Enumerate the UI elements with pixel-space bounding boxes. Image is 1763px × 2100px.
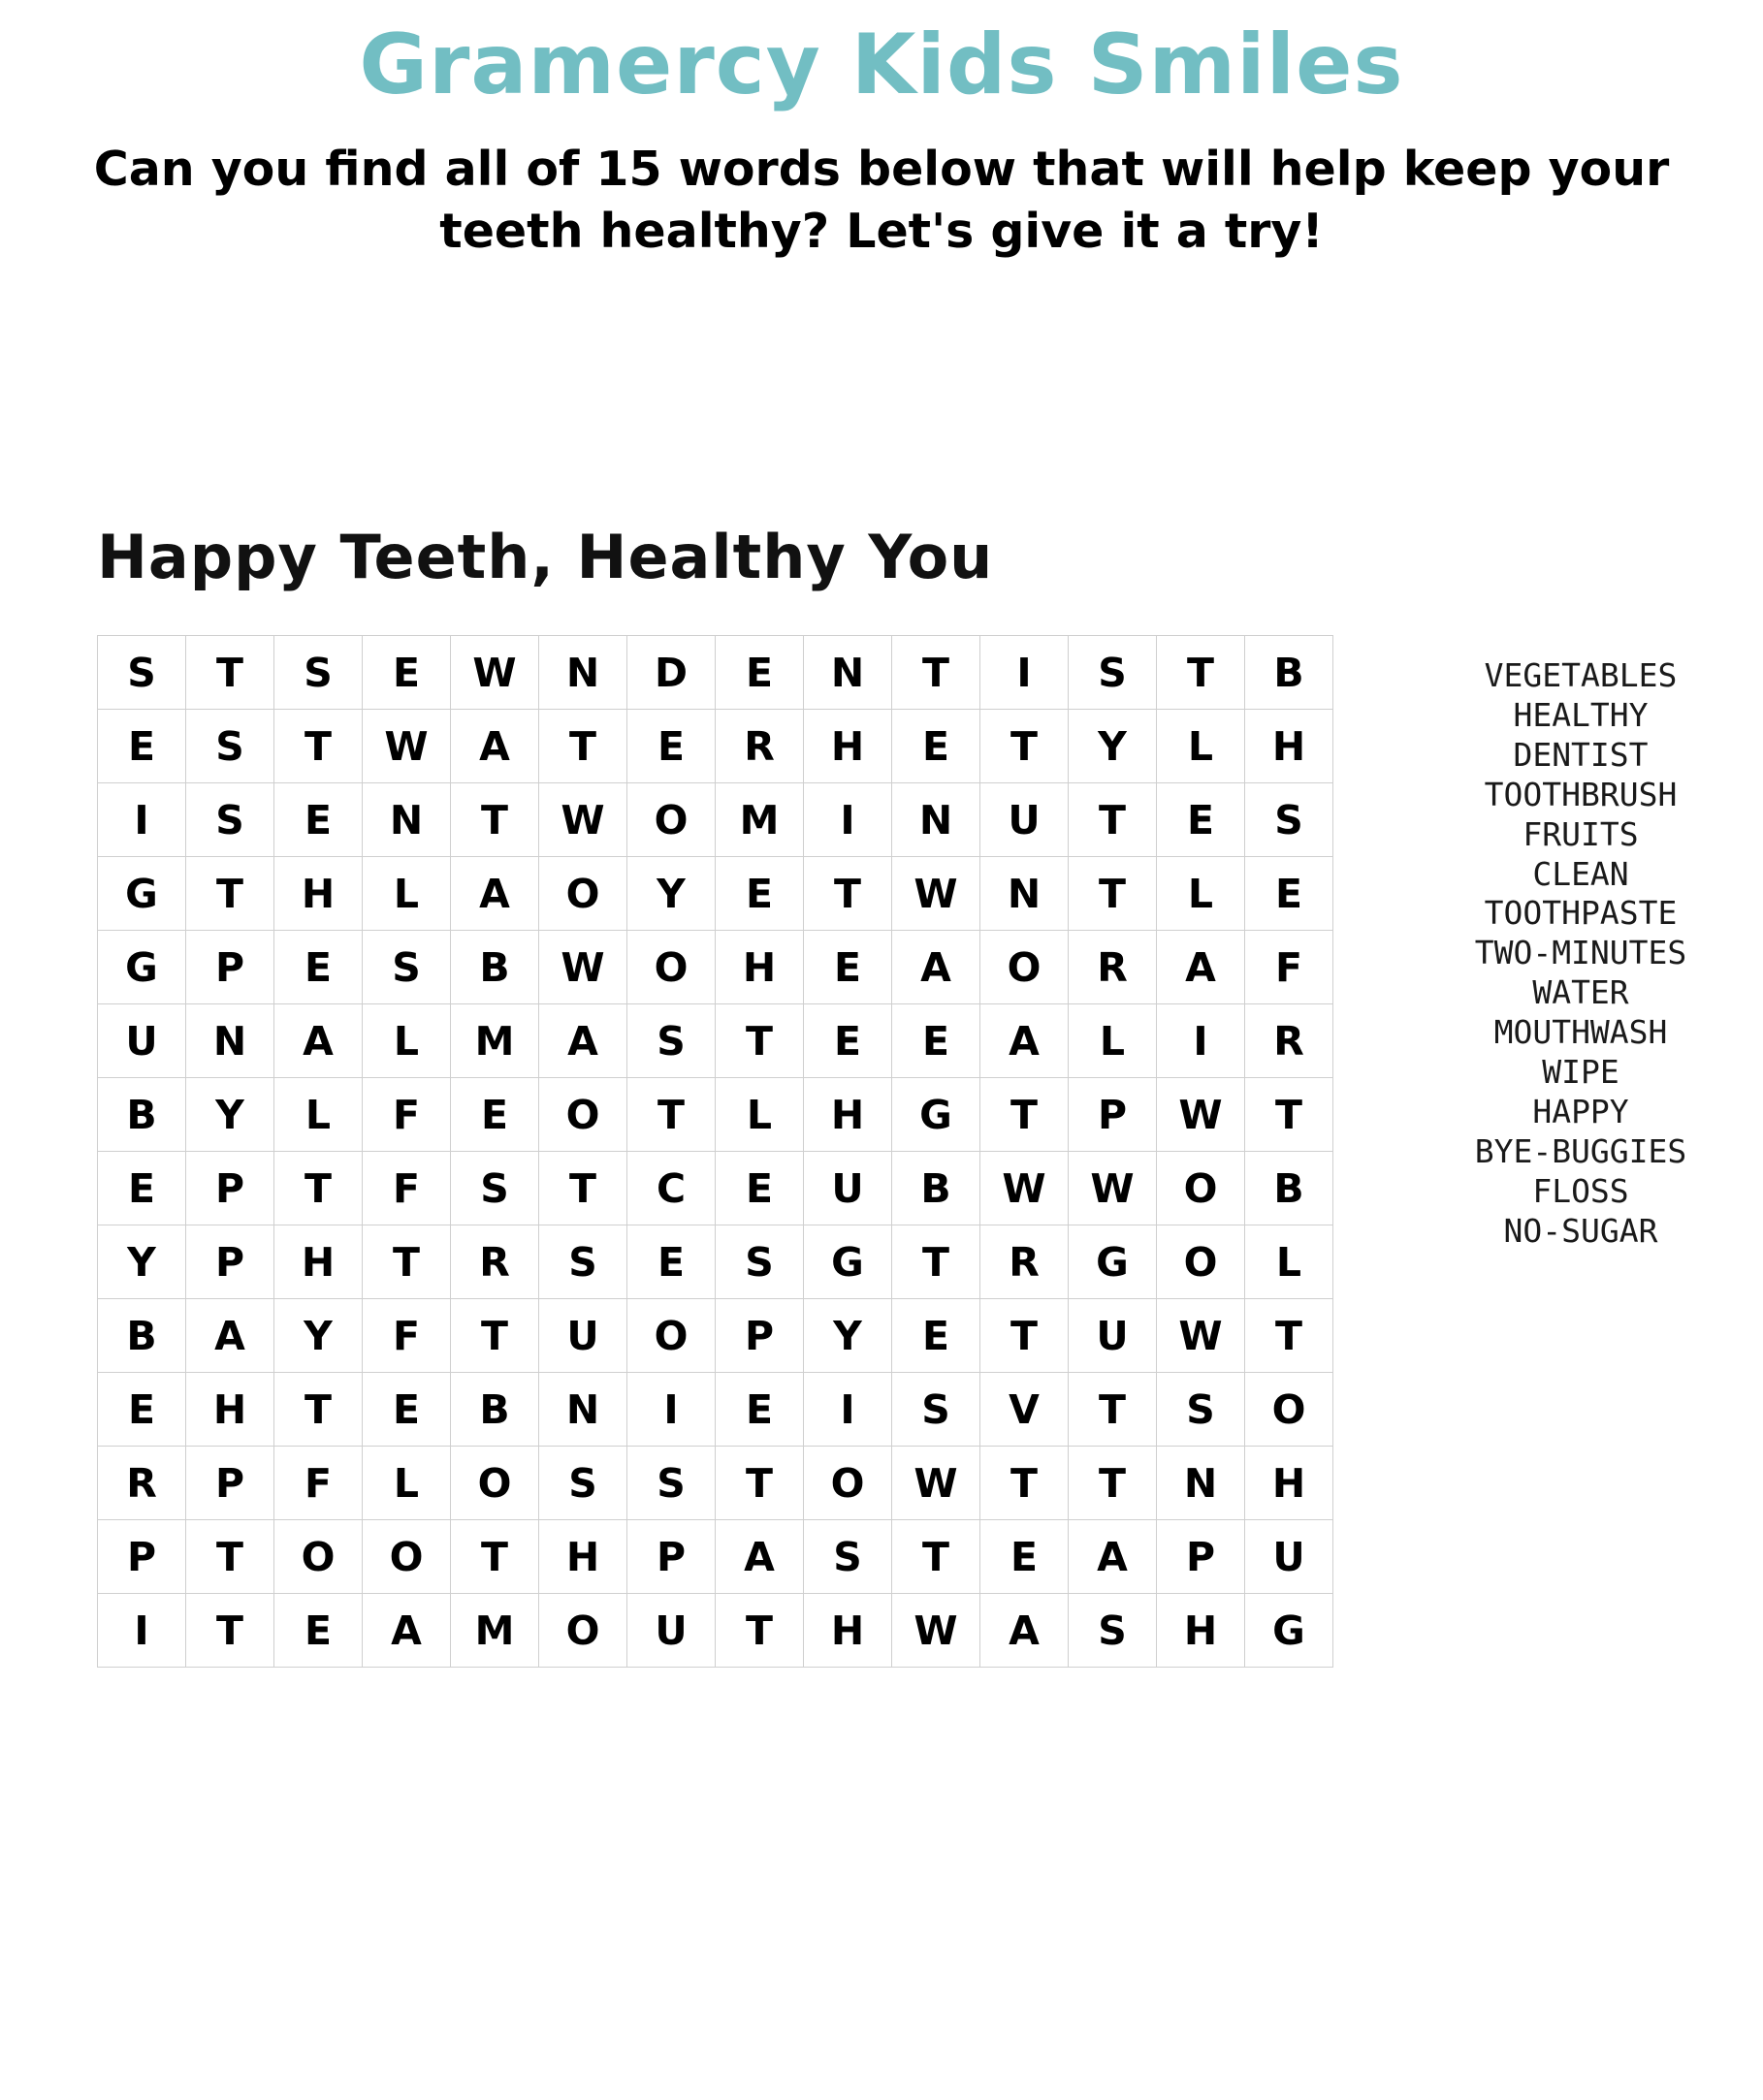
- grid-cell[interactable]: Y: [274, 1299, 363, 1373]
- grid-cell[interactable]: R: [1245, 1004, 1333, 1078]
- grid-cell[interactable]: I: [98, 783, 186, 857]
- grid-cell[interactable]: E: [274, 931, 363, 1004]
- grid-cell[interactable]: T: [451, 783, 539, 857]
- grid-cell[interactable]: E: [716, 857, 804, 931]
- grid-cell[interactable]: I: [1157, 1004, 1245, 1078]
- grid-cell[interactable]: E: [892, 1004, 980, 1078]
- puzzle-title: Happy Teeth, Healthy You: [97, 522, 994, 592]
- brand-title: Gramercy Kids Smiles: [359, 16, 1404, 113]
- grid-cell[interactable]: T: [451, 1299, 539, 1373]
- grid-cell[interactable]: Y: [627, 857, 716, 931]
- puzzle-body: [0, 635, 1763, 1668]
- grid-cell[interactable]: E: [98, 1152, 186, 1225]
- grid-cell[interactable]: E: [716, 1152, 804, 1225]
- word-search-grid[interactable]: [97, 635, 1333, 1668]
- grid-cell[interactable]: E: [1245, 857, 1333, 931]
- grid-cell[interactable]: W: [892, 1594, 980, 1668]
- grid-cell[interactable]: H: [1245, 710, 1333, 783]
- grid-cell[interactable]: E: [98, 710, 186, 783]
- grid-cell[interactable]: A: [716, 1520, 804, 1594]
- grid-cell[interactable]: T: [1069, 857, 1157, 931]
- grid-cell[interactable]: W: [539, 931, 627, 1004]
- grid-cell[interactable]: O: [363, 1520, 451, 1594]
- grid-cell[interactable]: R: [1069, 931, 1157, 1004]
- grid-cell[interactable]: T: [804, 857, 892, 931]
- grid-cell[interactable]: N: [363, 783, 451, 857]
- grid-cell[interactable]: O: [539, 1594, 627, 1668]
- grid-row: [98, 710, 1333, 783]
- grid-cell[interactable]: T: [716, 1447, 804, 1520]
- grid-cell[interactable]: T: [1069, 1447, 1157, 1520]
- grid-cell[interactable]: H: [1245, 1447, 1333, 1520]
- grid-cell[interactable]: D: [627, 636, 716, 710]
- grid-cell[interactable]: H: [186, 1373, 274, 1447]
- grid-cell[interactable]: U: [804, 1152, 892, 1225]
- grid-cell[interactable]: R: [451, 1225, 539, 1299]
- grid-cell[interactable]: N: [980, 857, 1069, 931]
- grid-cell[interactable]: L: [274, 1078, 363, 1152]
- grid-cell[interactable]: T: [1157, 636, 1245, 710]
- grid-cell[interactable]: U: [98, 1004, 186, 1078]
- grid-cell[interactable]: N: [892, 783, 980, 857]
- grid-cell[interactable]: A: [451, 710, 539, 783]
- grid-row: [98, 1078, 1333, 1152]
- grid-cell[interactable]: L: [1157, 710, 1245, 783]
- grid-cell[interactable]: F: [363, 1299, 451, 1373]
- grid-cell[interactable]: L: [363, 857, 451, 931]
- grid-cell[interactable]: N: [1157, 1447, 1245, 1520]
- grid-cell[interactable]: H: [1157, 1594, 1245, 1668]
- grid-cell[interactable]: O: [539, 857, 627, 931]
- grid-cell[interactable]: T: [892, 1520, 980, 1594]
- grid-cell[interactable]: B: [892, 1152, 980, 1225]
- grid-cell[interactable]: N: [186, 1004, 274, 1078]
- grid-cell[interactable]: A: [363, 1594, 451, 1668]
- grid-row: [98, 1447, 1333, 1520]
- grid-cell[interactable]: A: [451, 857, 539, 931]
- grid-cell[interactable]: U: [1245, 1520, 1333, 1594]
- grid-cell[interactable]: O: [539, 1078, 627, 1152]
- grid-cell[interactable]: O: [980, 931, 1069, 1004]
- grid-cell[interactable]: T: [539, 710, 627, 783]
- grid-cell[interactable]: O: [1245, 1373, 1333, 1447]
- grid-cell[interactable]: E: [451, 1078, 539, 1152]
- grid-cell[interactable]: B: [1245, 1152, 1333, 1225]
- grid-cell[interactable]: T: [274, 1152, 363, 1225]
- grid-cell[interactable]: T: [980, 1299, 1069, 1373]
- grid-cell[interactable]: O: [627, 1299, 716, 1373]
- grid-cell[interactable]: P: [186, 931, 274, 1004]
- grid-cell[interactable]: P: [716, 1299, 804, 1373]
- grid-cell[interactable]: E: [980, 1520, 1069, 1594]
- grid-cell[interactable]: Y: [186, 1078, 274, 1152]
- word-list-item: MOUTHWASH: [1493, 1013, 1668, 1052]
- grid-cell[interactable]: T: [980, 1447, 1069, 1520]
- grid-cell[interactable]: W: [1157, 1078, 1245, 1152]
- grid-cell[interactable]: U: [539, 1299, 627, 1373]
- grid-row: [98, 1152, 1333, 1225]
- grid-cell[interactable]: A: [539, 1004, 627, 1078]
- grid-cell[interactable]: S: [186, 710, 274, 783]
- grid-cell[interactable]: H: [539, 1520, 627, 1594]
- grid-cell[interactable]: U: [980, 783, 1069, 857]
- grid-cell[interactable]: O: [627, 931, 716, 1004]
- grid-cell[interactable]: A: [1069, 1520, 1157, 1594]
- grid-cell[interactable]: I: [804, 783, 892, 857]
- grid-cell[interactable]: H: [804, 1594, 892, 1668]
- grid-cell[interactable]: S: [363, 931, 451, 1004]
- grid-cell[interactable]: A: [980, 1004, 1069, 1078]
- grid-cell[interactable]: T: [451, 1520, 539, 1594]
- grid-cell[interactable]: E: [804, 1004, 892, 1078]
- grid-cell[interactable]: S: [186, 783, 274, 857]
- grid-cell[interactable]: R: [980, 1225, 1069, 1299]
- grid-row: [98, 1520, 1333, 1594]
- grid-cell[interactable]: T: [274, 710, 363, 783]
- grid-cell[interactable]: P: [98, 1520, 186, 1594]
- grid-cell[interactable]: T: [186, 636, 274, 710]
- grid-cell[interactable]: E: [627, 1225, 716, 1299]
- grid-cell[interactable]: E: [804, 931, 892, 1004]
- grid-cell[interactable]: C: [627, 1152, 716, 1225]
- grid-cell[interactable]: P: [1157, 1520, 1245, 1594]
- grid-cell[interactable]: W: [539, 783, 627, 857]
- grid-cell[interactable]: E: [274, 1594, 363, 1668]
- grid-cell[interactable]: T: [274, 1373, 363, 1447]
- grid-cell[interactable]: P: [186, 1225, 274, 1299]
- word-list-item: DENTIST: [1513, 735, 1649, 774]
- grid-cell[interactable]: N: [539, 636, 627, 710]
- word-list-item: TOOTHPASTE: [1484, 894, 1678, 933]
- instructions-text: Can you find all of 15 words below that will help keep your teeth healthy? Let's give it a try!: [93, 141, 1670, 259]
- grid-cell[interactable]: I: [627, 1373, 716, 1447]
- grid-cell[interactable]: E: [274, 783, 363, 857]
- grid-cell[interactable]: W: [451, 636, 539, 710]
- grid-cell[interactable]: H: [804, 710, 892, 783]
- grid-cell[interactable]: I: [980, 636, 1069, 710]
- grid-cell[interactable]: E: [716, 1373, 804, 1447]
- word-list-item: TOOTHBRUSH: [1484, 775, 1678, 813]
- grid-cell[interactable]: S: [1069, 636, 1157, 710]
- grid-cell[interactable]: A: [1157, 931, 1245, 1004]
- grid-cell[interactable]: G: [98, 931, 186, 1004]
- word-list-item: VEGETABLES: [1484, 656, 1678, 694]
- grid-cell[interactable]: T: [892, 1225, 980, 1299]
- grid-cell[interactable]: S: [539, 1225, 627, 1299]
- word-list-item: BYE-BUGGIES: [1474, 1131, 1687, 1170]
- grid-cell[interactable]: M: [451, 1004, 539, 1078]
- grid-cell[interactable]: S: [716, 1225, 804, 1299]
- grid-cell[interactable]: V: [980, 1373, 1069, 1447]
- grid-cell[interactable]: H: [804, 1078, 892, 1152]
- grid-cell[interactable]: O: [627, 783, 716, 857]
- grid-row: [98, 857, 1333, 931]
- grid-cell[interactable]: S: [892, 1373, 980, 1447]
- grid-row: [98, 1299, 1333, 1373]
- grid-cell[interactable]: G: [804, 1225, 892, 1299]
- grid-cell[interactable]: S: [804, 1520, 892, 1594]
- grid-cell[interactable]: I: [804, 1373, 892, 1447]
- grid-cell[interactable]: O: [1157, 1152, 1245, 1225]
- grid-cell[interactable]: L: [716, 1078, 804, 1152]
- grid-cell[interactable]: P: [186, 1447, 274, 1520]
- word-list-item: WIPE: [1542, 1053, 1619, 1092]
- grid-cell[interactable]: A: [274, 1004, 363, 1078]
- grid-cell[interactable]: F: [274, 1447, 363, 1520]
- grid-row: [98, 1004, 1333, 1078]
- grid-cell[interactable]: N: [539, 1373, 627, 1447]
- grid-cell[interactable]: W: [980, 1152, 1069, 1225]
- grid-cell[interactable]: E: [363, 636, 451, 710]
- grid-cell[interactable]: A: [980, 1594, 1069, 1668]
- grid-cell[interactable]: U: [1069, 1299, 1157, 1373]
- grid-cell[interactable]: A: [186, 1299, 274, 1373]
- grid-cell[interactable]: B: [1245, 636, 1333, 710]
- grid-cell[interactable]: L: [363, 1447, 451, 1520]
- grid-cell[interactable]: B: [451, 1373, 539, 1447]
- grid-cell[interactable]: A: [892, 931, 980, 1004]
- word-list-item: HEALTHY: [1513, 695, 1649, 734]
- grid-cell[interactable]: T: [186, 857, 274, 931]
- grid-cell[interactable]: S: [274, 636, 363, 710]
- grid-cell[interactable]: L: [1245, 1225, 1333, 1299]
- grid-cell[interactable]: T: [980, 1078, 1069, 1152]
- grid-cell[interactable]: N: [804, 636, 892, 710]
- grid-cell[interactable]: O: [1157, 1225, 1245, 1299]
- grid-cell[interactable]: S: [627, 1447, 716, 1520]
- grid-cell[interactable]: S: [1157, 1373, 1245, 1447]
- word-list-item: TWO-MINUTES: [1474, 934, 1687, 972]
- grid-cell[interactable]: S: [1245, 783, 1333, 857]
- grid-cell[interactable]: U: [627, 1594, 716, 1668]
- grid-cell[interactable]: T: [716, 1004, 804, 1078]
- word-list-item: FLOSS: [1532, 1171, 1629, 1210]
- grid-cell[interactable]: I: [98, 1594, 186, 1668]
- grid-cell[interactable]: G: [892, 1078, 980, 1152]
- word-search-section: [0, 522, 1763, 1668]
- grid-cell[interactable]: P: [1069, 1078, 1157, 1152]
- grid-cell[interactable]: B: [451, 931, 539, 1004]
- grid-cell[interactable]: Y: [1069, 710, 1157, 783]
- grid-cell[interactable]: G: [1245, 1594, 1333, 1668]
- grid-cell[interactable]: R: [98, 1447, 186, 1520]
- grid-cell[interactable]: E: [627, 710, 716, 783]
- grid-cell[interactable]: T: [1245, 1299, 1333, 1373]
- word-list: [1421, 656, 1741, 1252]
- grid-row: [98, 636, 1333, 710]
- word-list-item: HAPPY: [1532, 1092, 1629, 1130]
- grid-cell[interactable]: S: [539, 1447, 627, 1520]
- word-list-item: NO-SUGAR: [1503, 1211, 1658, 1250]
- grid-cell[interactable]: O: [274, 1520, 363, 1594]
- grid-row: [98, 1373, 1333, 1447]
- grid-cell[interactable]: G: [1069, 1225, 1157, 1299]
- grid-cell[interactable]: L: [1069, 1004, 1157, 1078]
- grid-cell[interactable]: W: [1157, 1299, 1245, 1373]
- grid-cell[interactable]: S: [451, 1152, 539, 1225]
- grid-cell[interactable]: T: [980, 710, 1069, 783]
- grid-cell[interactable]: H: [716, 931, 804, 1004]
- grid-cell[interactable]: B: [98, 1078, 186, 1152]
- word-list-item: CLEAN: [1532, 854, 1629, 893]
- word-list-item: WATER: [1532, 973, 1629, 1012]
- grid-cell[interactable]: S: [627, 1004, 716, 1078]
- grid-cell[interactable]: F: [363, 1152, 451, 1225]
- grid-cell[interactable]: W: [892, 857, 980, 931]
- grid-cell[interactable]: W: [363, 710, 451, 783]
- grid-cell[interactable]: E: [892, 710, 980, 783]
- grid-cell[interactable]: W: [892, 1447, 980, 1520]
- grid-row: [98, 1225, 1333, 1299]
- grid-cell[interactable]: T: [1069, 1373, 1157, 1447]
- grid-cell[interactable]: T: [363, 1225, 451, 1299]
- grid-row: [98, 783, 1333, 857]
- grid-cell[interactable]: T: [1069, 783, 1157, 857]
- grid-cell[interactable]: O: [804, 1447, 892, 1520]
- grid-cell[interactable]: T: [186, 1594, 274, 1668]
- grid-cell[interactable]: R: [716, 710, 804, 783]
- grid-cell[interactable]: L: [1157, 857, 1245, 931]
- grid-cell[interactable]: L: [363, 1004, 451, 1078]
- grid-cell[interactable]: G: [98, 857, 186, 931]
- grid-row: [98, 931, 1333, 1004]
- grid-cell[interactable]: B: [98, 1299, 186, 1373]
- grid-cell[interactable]: F: [363, 1078, 451, 1152]
- grid-cell[interactable]: T: [627, 1078, 716, 1152]
- page-header: [0, 17, 1763, 262]
- grid-cell[interactable]: P: [627, 1520, 716, 1594]
- grid-cell[interactable]: E: [892, 1299, 980, 1373]
- grid-cell[interactable]: T: [1245, 1078, 1333, 1152]
- grid-cell[interactable]: T: [186, 1520, 274, 1594]
- grid-cell[interactable]: S: [98, 636, 186, 710]
- grid-cell[interactable]: T: [539, 1152, 627, 1225]
- grid-cell[interactable]: H: [274, 1225, 363, 1299]
- grid-cell[interactable]: M: [451, 1594, 539, 1668]
- grid-row: [98, 1594, 1333, 1668]
- word-list-item: FRUITS: [1523, 814, 1639, 853]
- grid-cell[interactable]: F: [1245, 931, 1333, 1004]
- grid-cell[interactable]: E: [363, 1373, 451, 1447]
- grid-cell[interactable]: P: [186, 1152, 274, 1225]
- grid-cell[interactable]: T: [716, 1594, 804, 1668]
- grid-cell[interactable]: H: [274, 857, 363, 931]
- grid-cell[interactable]: T: [892, 636, 980, 710]
- grid-cell[interactable]: E: [716, 636, 804, 710]
- grid-cell[interactable]: Y: [98, 1225, 186, 1299]
- grid-cell[interactable]: M: [716, 783, 804, 857]
- grid-cell[interactable]: E: [1157, 783, 1245, 857]
- grid-cell[interactable]: Y: [804, 1299, 892, 1373]
- grid-cell[interactable]: W: [1069, 1152, 1157, 1225]
- grid-cell[interactable]: E: [98, 1373, 186, 1447]
- grid-cell[interactable]: S: [1069, 1594, 1157, 1668]
- grid-cell[interactable]: O: [451, 1447, 539, 1520]
